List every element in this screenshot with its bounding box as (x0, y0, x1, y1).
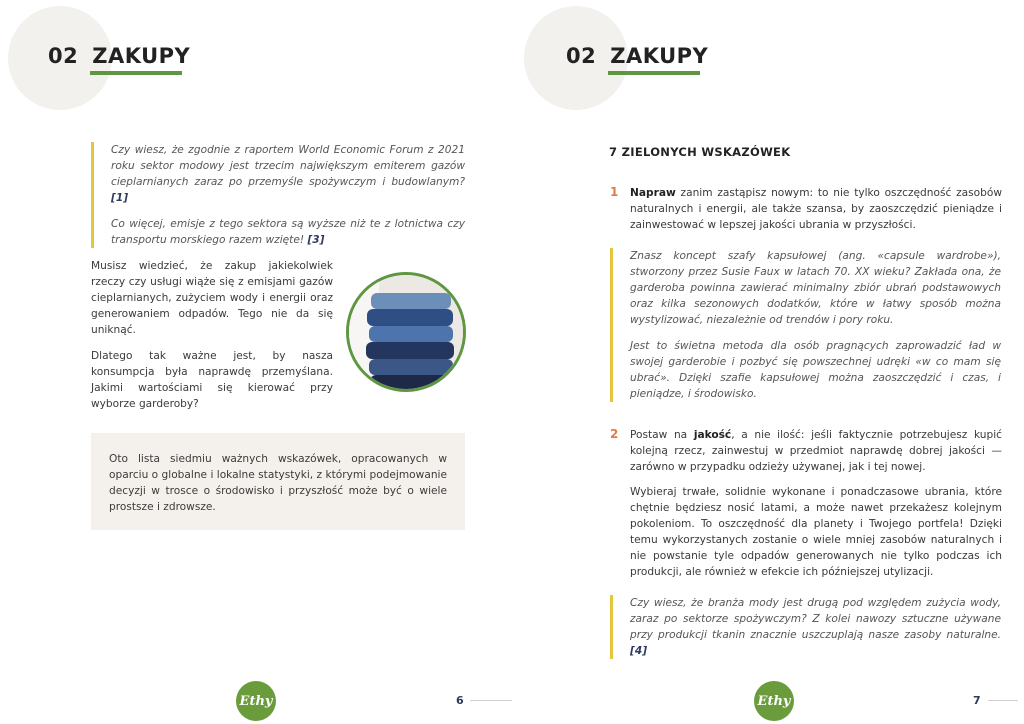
section-title: 7 ZIELONYCH WSKAZÓWEK (609, 145, 791, 159)
tips-intro-box (91, 433, 465, 530)
intro-paragraph-1: Musisz wiedzieć, że zakup jakiekolwiek rzeczy czy usługi wiąże się z emisjami gazów cieplarnianych, zużyciem wody i energii oraz generowaniem odpadów. Tego nie da się uniknąć. (91, 260, 333, 336)
logo-text: Ethy (757, 693, 791, 709)
capsule-quote-paragraph-2: Jest to świetna metoda dla osób pragnących zaprowadzić ład w swojej garderobie i pozbyć się powszechnej udręki «w co mam się ubrać». Dzięki szafie kapsułowej można zaoszczędzić i czas, i pieniądze, i środowisko. (630, 340, 1001, 400)
intro-paragraph-2: Dlatego tak ważne jest, by nasza konsumpcja była naprawdę przemyślana. Jakimi wartościami się kierować przy wyborze garderoby? (91, 350, 333, 410)
chapter-title: ZAKUPY (92, 44, 191, 68)
page-number-rule (988, 700, 1018, 701)
page-number-rule (470, 700, 512, 701)
quote-text-2: Co więcej, emisje z tego sektora są wyższe niż te z lotnictwa czy transportu morskiego razem wzięte! (111, 218, 465, 246)
quote-text-1: Czy wiesz, że zgodnie z raportem World Economic Forum z 2021 roku sektor modowy jest trzecim największym emiterem gazów cieplarnianych zaraz po przemyśle spożywczym i budowlanym? (111, 144, 465, 188)
water-usage-quote (610, 595, 1001, 659)
tip-2-pre: Postaw na (630, 429, 694, 441)
ethy-logo (236, 681, 276, 721)
capsule-quote-paragraph-1: Znasz koncept szafy kapsułowej (ang. «capsule wardrobe»), stworzony przez Susie Faux w latach 70. XX wieku? Zakłada ona, że garderoba powinna zawierać minimalny zbiór ubrań podstawowych oraz kilka sezonowych dodatków, które w łatwy sposób można wystylizować, niezależnie od trendów i pory roku. (630, 250, 1001, 326)
chapter-header (566, 44, 708, 68)
tip-1-keyword: Napraw (630, 187, 676, 199)
chapter-title-underline (608, 71, 700, 75)
chapter-title: ZAKUPY (610, 44, 709, 68)
chapter-header (48, 44, 190, 68)
fact-quote (91, 142, 465, 248)
tip-number-1: 1 (610, 185, 619, 199)
intro-text (91, 258, 333, 422)
chapter-number: 02 (566, 44, 597, 68)
page-number: 7 (973, 694, 981, 707)
folded-jeans-image (349, 275, 463, 389)
water-quote-text: Czy wiesz, że branża mody jest drugą pod względem zużycia wody, zaraz po sektorze spożywczym? Z kolei nawozy sztuczne używane przy produkcji tkanin znacznie uszczuplają nasze zasoby naturalne. (630, 597, 1001, 641)
tip-2 (630, 427, 1002, 589)
reference-4[interactable]: [4] (630, 645, 648, 657)
tip-2-paragraph-2: Wybieraj trwałe, solidnie wykonane i ponadczasowe ubrania, które chętnie będziesz nosić latami, a może nawet przekażesz kolejnym pokoleniom. To oszczędność dla planety i Twojego portfela! Dzięki temu wykorzystanych zostanie o wiele mniej zasobów naturalnych i nie powstanie tyle odpadów generowanych nie tylko podczas ich produkcji, ale również w efekcie ich późniejszej utylizacji. (630, 486, 1002, 578)
chapter-title-underline (90, 71, 182, 75)
jeans-photo (346, 272, 466, 392)
tip-1 (630, 185, 1002, 242)
reference-3[interactable]: [3] (307, 234, 325, 246)
right-page (512, 0, 1024, 724)
tip-1-text: zanim zastąpisz nowym: to nie tylko oszczędność zasobów naturalnych i energii, ale także szansa, by zaoszczędzić pieniądze i zainwestować w lepszej jakości ubrania w przyszłości. (630, 187, 1002, 231)
ethy-logo (754, 681, 794, 721)
tip-number-2: 2 (610, 427, 619, 441)
page-number: 6 (456, 694, 464, 707)
tip-2-keyword: jakość (693, 429, 732, 441)
tips-intro-text: Oto lista siedmiu ważnych wskazówek, opracowanych w oparciu o globalne i lokalne statystyki, z którymi podejmowanie decyzji w trosce o środowisko i przyszłość może być o wiele prostsze i zdrowsze. (109, 453, 447, 513)
capsule-wardrobe-quote (610, 248, 1001, 402)
reference-1[interactable]: [1] (111, 192, 129, 204)
logo-text: Ethy (239, 693, 273, 709)
chapter-number: 02 (48, 44, 79, 68)
tip-2-text: , a nie ilość: jeśli faktycznie potrzebujesz kupić kolejną rzecz, zainwestuj w przedmiot naprawdę dobrej jakości — zarówno w przypadku odzieży używanej, jak i tej nowej. (630, 429, 1002, 473)
